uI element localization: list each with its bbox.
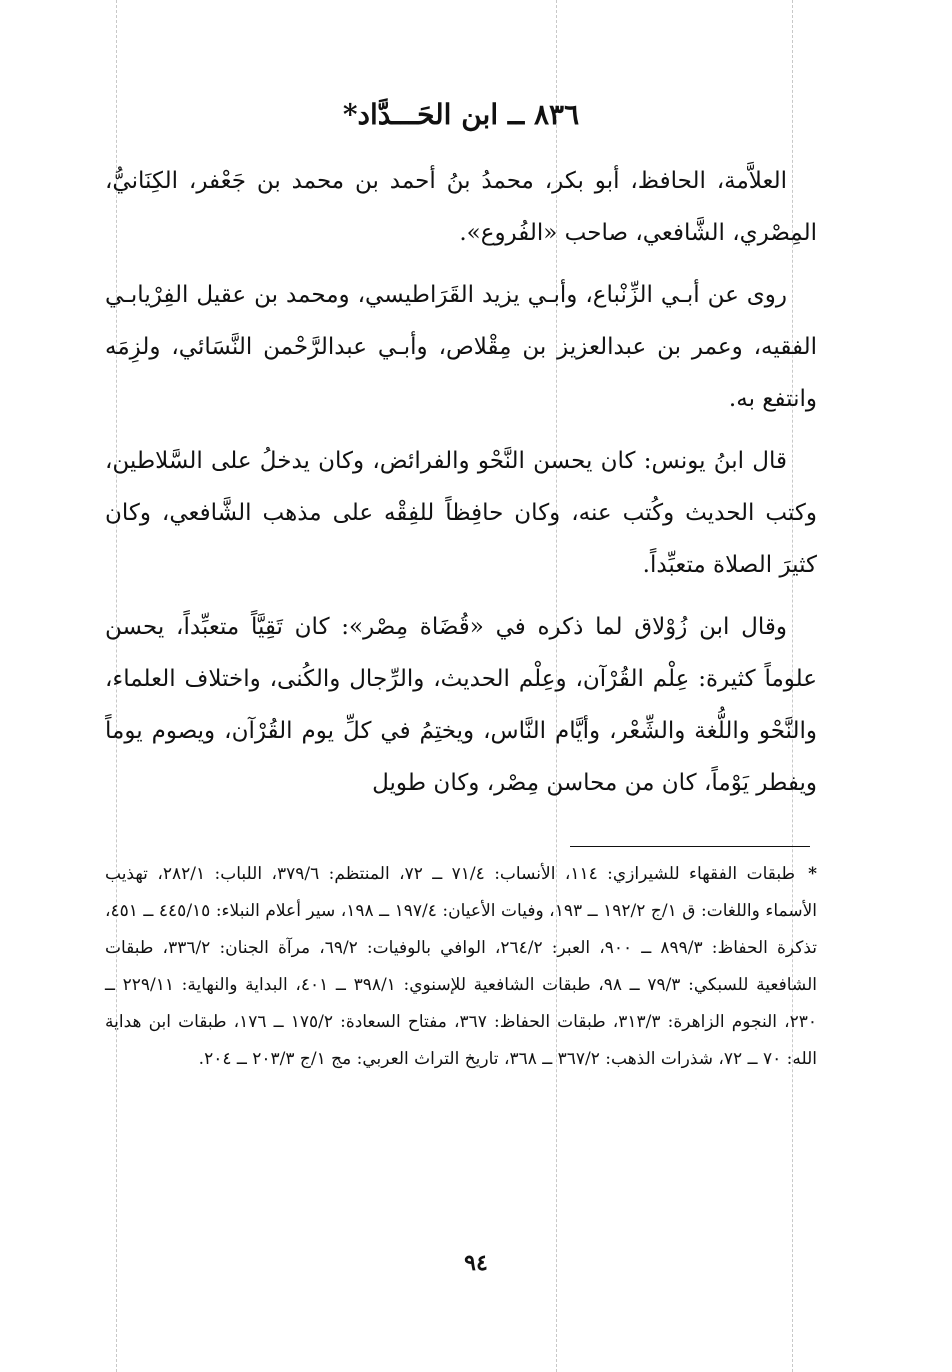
page-number: ٩٤ <box>464 1250 488 1276</box>
footnote <box>105 856 817 1078</box>
paragraph-narrators: روى عن أبـي الزِّنْباع، وأبـي يزيد القَرَاطيسي، ومحمد بن عقيل الفِرْيابـي الفقيه، وعمر بن عبدالعزيز بن مِقْلاص، وأبـي عبدالرَّحْمن النَّسَائي، ولزِمَه وانتفع به. <box>105 282 817 412</box>
footnote-divider <box>570 846 810 847</box>
paragraph-ibn-yunus: قال ابنُ يونس: كان يحسن النَّحْو والفرائض، وكان يدخلُ على السَّلاطين، وكتب الحديث وكُتب عنه، وكان حافِظاً للفِقْه على مذهب الشَّافعي، وكان كثيرَ الصلاة متعبِّداً. <box>105 448 817 578</box>
page-body <box>105 95 817 819</box>
footnote-marker: * <box>808 864 818 884</box>
entry-heading: ٨٣٦ ــ ابن الحَـــدَّاد* <box>342 98 580 131</box>
paragraph-ibn-zulaq: وقال ابن زُوْلاق لما ذكره في «قُضَاة مِصْر»: كان تَقِيَّاً متعبِّداً، يحسن علوماً كثيرة: عِلْم القُرْآن، وعِلْم الحديث، والرِّجال والكُنى، واختلاف العلماء، والنَّحْو واللُّغة والشِّعْر، وأيَّام النَّاس، ويختِمُ في كلِّ يوم القُرْآن، ويصوم يوماً ويفطر يَوْماً، كان من محاسن مِصْر، وكان طويل <box>105 614 817 796</box>
paragraph-intro: العلاَّمة، الحافظ، أبو بكر، محمدُ بنُ أحمد بن محمد بن جَعْفر، الكِنَانيُّ، المِصْري، الشَّافعي، صاحب «الفُروع». <box>105 168 817 246</box>
footnote-text: طبقات الفقهاء للشيرازي: ١١٤، الأنساب: ٧١/٤ ــ ٧٢، المنتظم: ٣٧٩/٦، اللباب: ٢٨٢/١، تهذيب الأسماء واللغات: ق ١/ج ١٩٢/٢ ــ ١٩٣، وفيات الأعيان: ١٩٧/٤ ــ ١٩٨، سير أعلام النبلاء: ٤٤٥/١٥ ــ ٤٥١، تذكرة الحفاظ: ٨٩٩/٣ ــ ٩٠٠، العبر: ٢٦٤/٢، الوافي بالوفيات: ٦٩/٢، مرآة الجنان: ٣٣٦/٢، طبقات الشافعية للسبكي: ٧٩/٣ ــ ٩٨، طبقات الشافعية للإسنوي: ٣٩٨/١ ــ ٤٠١، البداية والنهاية: ٢٢٩/١١ ــ ٢٣٠، النجوم الزاهرة: ٣١٣/٣، طبقات الحفاظ: ٣٦٧، مفتاح السعادة: ١٧٥/٢ ــ ١٧٦، طبقات ابن هداية الله: ٧٠ ــ ٧٢، شذرات الذهب: ٣٦٧/٢ ــ ٣٦٨، تاريخ التراث العربي: مج ١/ج ٢٠٣/٣ ــ ٢٠٤. <box>105 864 818 1069</box>
